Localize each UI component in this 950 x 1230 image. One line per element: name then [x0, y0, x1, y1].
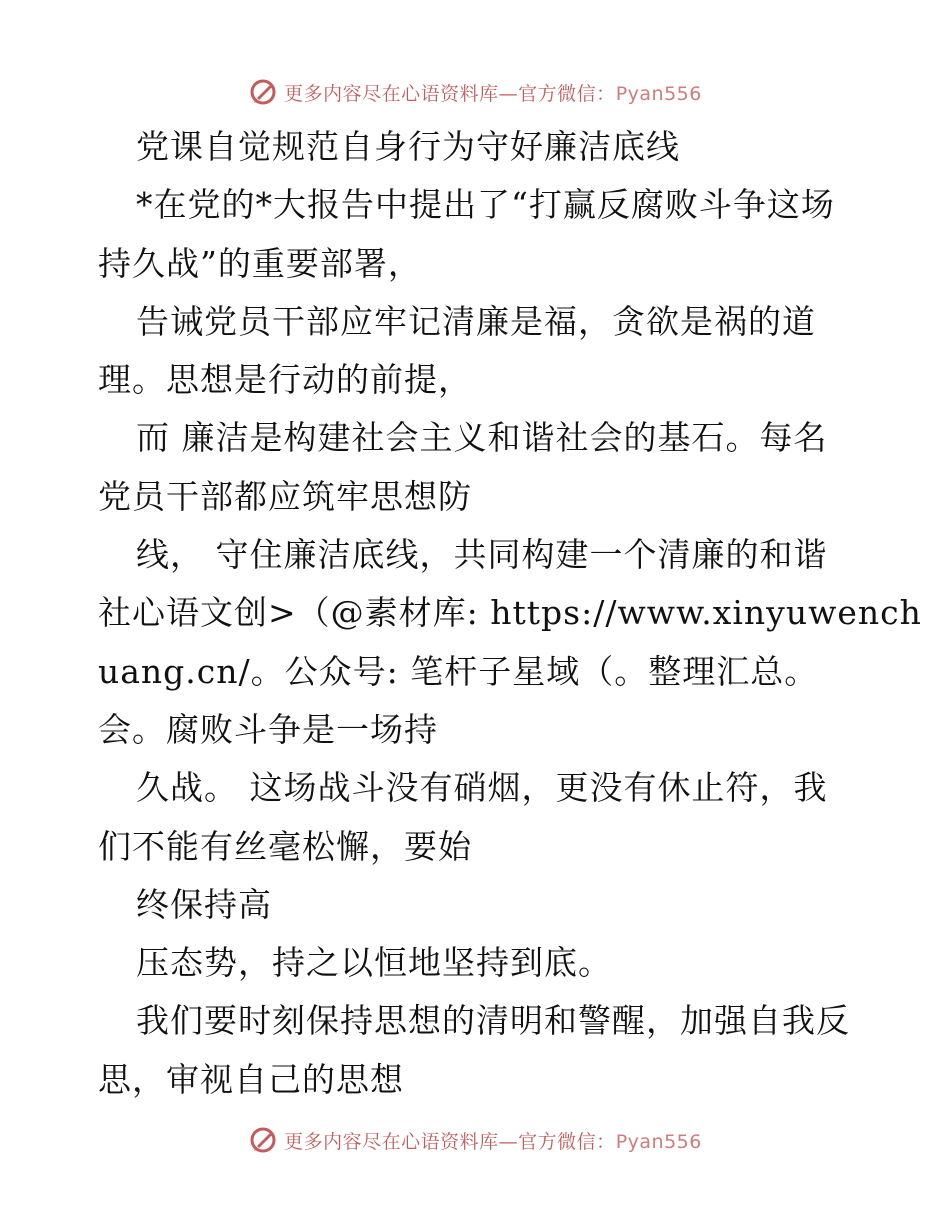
- text-line: 而 廉洁是构建社会主义和谐社会的基石。每名: [136, 418, 828, 458]
- header-banner: [0, 72, 950, 112]
- header-banner-content: [248, 77, 702, 107]
- text-line: *在党的*大报告中提出了“打赢反腐败斗争这场: [136, 185, 835, 225]
- footer-banner-content: [248, 1125, 702, 1155]
- brand-logo-icon: [248, 1125, 278, 1155]
- text-line: 党员干部都应筑牢思想防: [98, 476, 472, 516]
- text-line: 社心语文创>（@素材库: https://www.xinyuwench: [98, 593, 922, 633]
- footer-banner: [0, 1120, 950, 1160]
- text-line: 思，审视自己的思想: [98, 1059, 404, 1099]
- text-line: 持久战”的重要部署，: [98, 243, 422, 283]
- text-line: 们不能有丝毫松懈，要始: [98, 826, 472, 866]
- text-line: 告诫党员干部应牢记清廉是福，贪欲是祸的道: [136, 301, 816, 341]
- text-line: 我们要时刻保持思想的清明和警醒，加强自我反: [136, 1001, 850, 1041]
- header-wechat-id: Pyan556: [615, 82, 702, 105]
- brand-logo-icon: [248, 77, 278, 107]
- text-line: 终保持高: [136, 884, 272, 924]
- text-line: 线， 守住廉洁底线，共同构建一个清廉的和谐: [136, 535, 828, 575]
- footer-brand-line: 更多内容尽在心语资料库—官方微信：Pyan556: [284, 1130, 702, 1153]
- header-brand-line: 更多内容尽在心语资料库—官方微信：Pyan556: [284, 82, 702, 105]
- document-body: [98, 118, 922, 1109]
- text-line: 久战。 这场战斗没有硝烟，更没有休止符，我: [136, 768, 828, 808]
- text-line: uang.cn/。公众号: 笔杆子星域（。整理汇总。: [98, 651, 819, 691]
- text-line: 理。思想是行动的前提，: [98, 360, 472, 400]
- text-line: 会。腐败斗争是一场持: [98, 709, 438, 749]
- text-line: 党课自觉规范自身行为守好廉洁底线: [136, 127, 680, 166]
- footer-wechat-id: Pyan556: [615, 1130, 702, 1153]
- text-line: 压态势，持之以恒地坚持到底。: [136, 943, 612, 983]
